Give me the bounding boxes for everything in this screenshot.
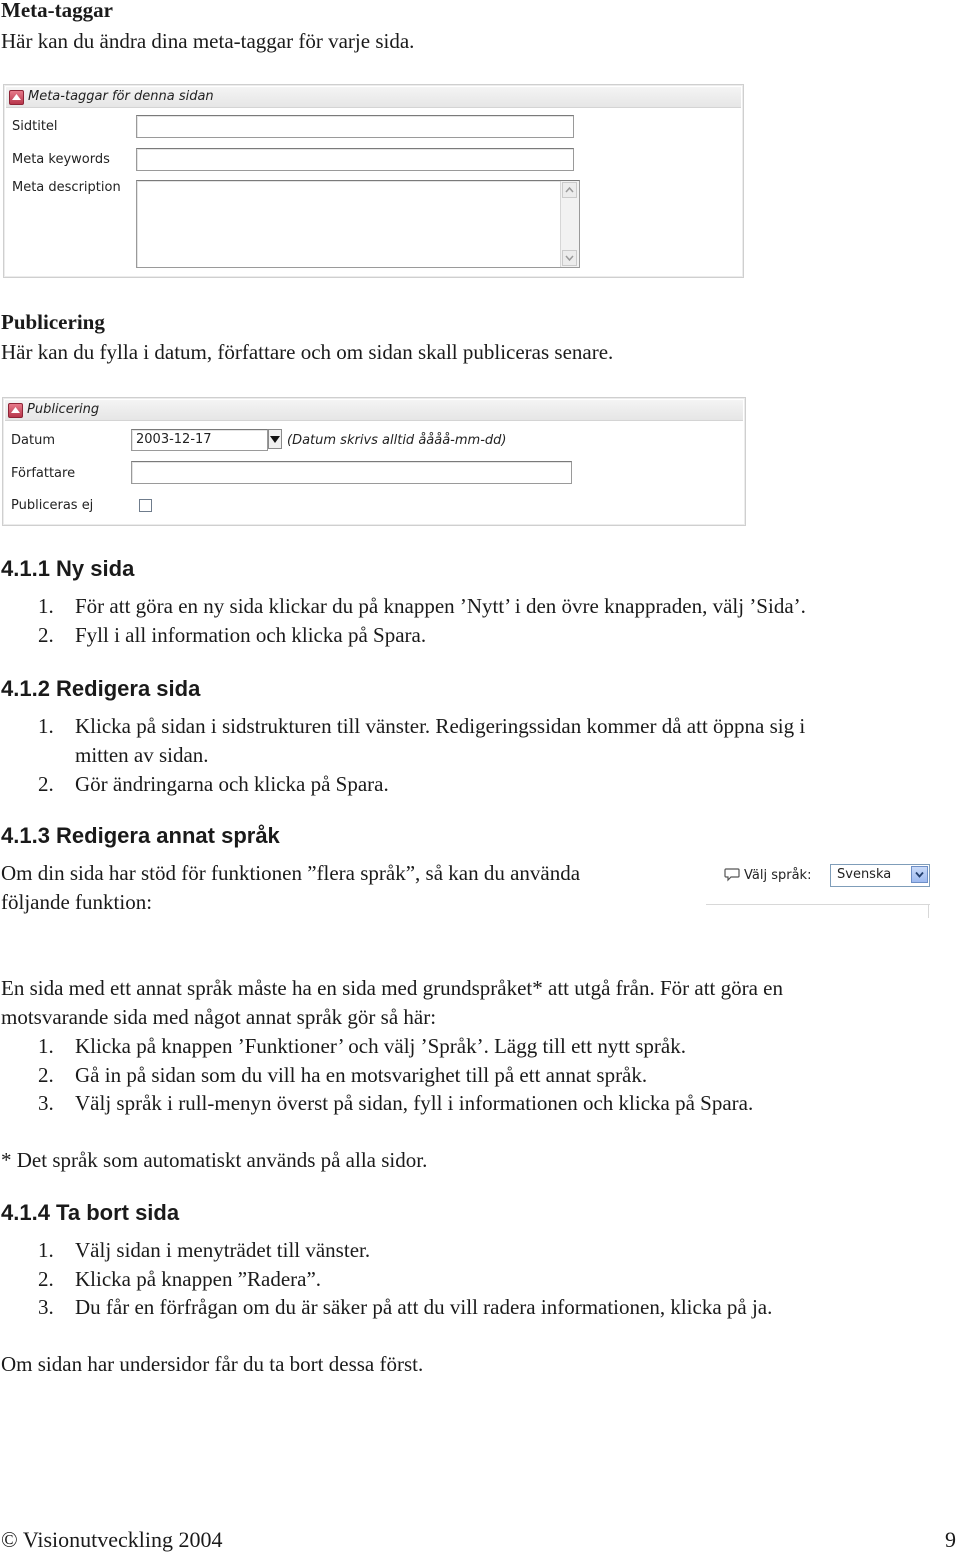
closing-note: Om sidan har undersidor får du ta bort dessa först. <box>1 1352 424 1376</box>
list-item: 1. Klicka på knappen ’Funktioner’ och välj ’Språk’. Lägg till ett nytt språk. <box>38 1034 686 1058</box>
footer-copyright: © Visionutveckling 2004 <box>1 1527 223 1552</box>
heading-4-1-3: 4.1.3 Redigera annat språk <box>1 823 280 848</box>
list-item: 1. För att göra en ny sida klickar du på knappen ’Nytt’ i den övre knappraden, välj ’Sida’. <box>38 594 806 618</box>
heading-4-1-2: 4.1.2 Redigera sida <box>1 676 201 701</box>
list-item: 1. Välj sidan i menyträdet till vänster. <box>38 1238 371 1262</box>
heading-4-1-1: 4.1.1 Ny sida <box>1 556 135 581</box>
list-item: 3. Välj språk i rull-menyn överst på sidan, fyll i informationen och klicka på Spara. <box>38 1091 754 1115</box>
language-select-value: Svenska <box>837 867 892 882</box>
meta-section-title: Meta-taggar <box>1 0 113 22</box>
lang-label: Välj språk: <box>744 868 812 883</box>
meta-keywords-input[interactable] <box>136 148 574 171</box>
textarea-scrollbar[interactable] <box>560 181 579 267</box>
datum-format-hint: (Datum skrivs alltid åååå-mm-dd) <box>287 433 507 448</box>
label-meta-description: Meta description <box>12 180 121 195</box>
label-sidtitel: Sidtitel <box>12 119 58 134</box>
publicering-panel-title: Publicering <box>27 402 100 417</box>
scroll-down-icon[interactable] <box>562 250 577 266</box>
publicering-section-title: Publicering <box>1 310 105 334</box>
meta-section-intro: Här kan du ändra dina meta-taggar för varje sida. <box>1 29 415 53</box>
label-publiceras-ej: Publiceras ej <box>11 498 94 513</box>
collapse-icon[interactable] <box>9 90 24 105</box>
divider <box>706 904 930 905</box>
label-meta-keywords: Meta keywords <box>12 152 110 167</box>
language-selector-screenshot <box>706 856 930 918</box>
chevron-down-icon[interactable] <box>911 866 928 883</box>
publicering-panel-header <box>5 400 743 421</box>
paragraph-line: motsvarande sida med något annat språk gör så här: <box>1 1005 437 1029</box>
heading-4-1-4: 4.1.4 Ta bort sida <box>1 1200 180 1225</box>
meta-description-textarea[interactable] <box>136 180 580 268</box>
divider <box>928 904 929 918</box>
list-item: 1. Klicka på sidan i sidstrukturen till vänster. Redigeringssidan kommer då att öppna sig i <box>38 714 806 738</box>
sidtitel-input[interactable] <box>136 115 574 138</box>
footnote: * Det språk som automatiskt används på alla sidor. <box>1 1148 428 1172</box>
forfattare-input[interactable] <box>131 461 572 484</box>
list-item: 2. Klicka på knappen ”Radera”. <box>38 1267 322 1291</box>
meta-panel-title: Meta-taggar för denna sidan <box>28 89 214 104</box>
collapse-icon[interactable] <box>8 403 23 418</box>
paragraph-line: En sida med ett annat språk måste ha en sida med grundspråket* att utgå från. För att göra en <box>1 976 784 1000</box>
meta-panel-header <box>6 87 741 108</box>
datum-dropdown-button[interactable] <box>268 429 282 449</box>
label-datum: Datum <box>11 433 55 448</box>
meta-tags-panel <box>3 84 744 278</box>
paragraph-line: följande funktion: <box>1 890 153 914</box>
publicering-panel <box>2 397 746 526</box>
list-item: 2. Fyll i all information och klicka på Spara. <box>38 623 427 647</box>
list-item: 3. Du får en förfrågan om du är säker på att du vill radera informationen, klicka på ja. <box>38 1295 773 1319</box>
list-item: 2. Gör ändringarna och klicka på Spara. <box>38 772 389 796</box>
label-forfattare: Författare <box>11 466 76 481</box>
paragraph-line: Om din sida har stöd för funktionen ”flera språk”, så kan du använda <box>1 861 581 885</box>
publiceras-ej-checkbox[interactable] <box>139 499 152 512</box>
list-item-continuation: mitten av sidan. <box>75 743 209 767</box>
datum-input[interactable]: 2003-12-17 <box>131 429 268 451</box>
list-item: 2. Gå in på sidan som du vill ha en motsvarighet till på ett annat språk. <box>38 1063 648 1087</box>
page-number: 9 <box>945 1527 956 1552</box>
publicering-section-intro: Här kan du fylla i datum, författare och om sidan skall publiceras senare. <box>1 340 614 364</box>
scroll-up-icon[interactable] <box>562 182 577 198</box>
language-select[interactable] <box>830 864 930 887</box>
speech-bubble-icon <box>724 868 740 882</box>
